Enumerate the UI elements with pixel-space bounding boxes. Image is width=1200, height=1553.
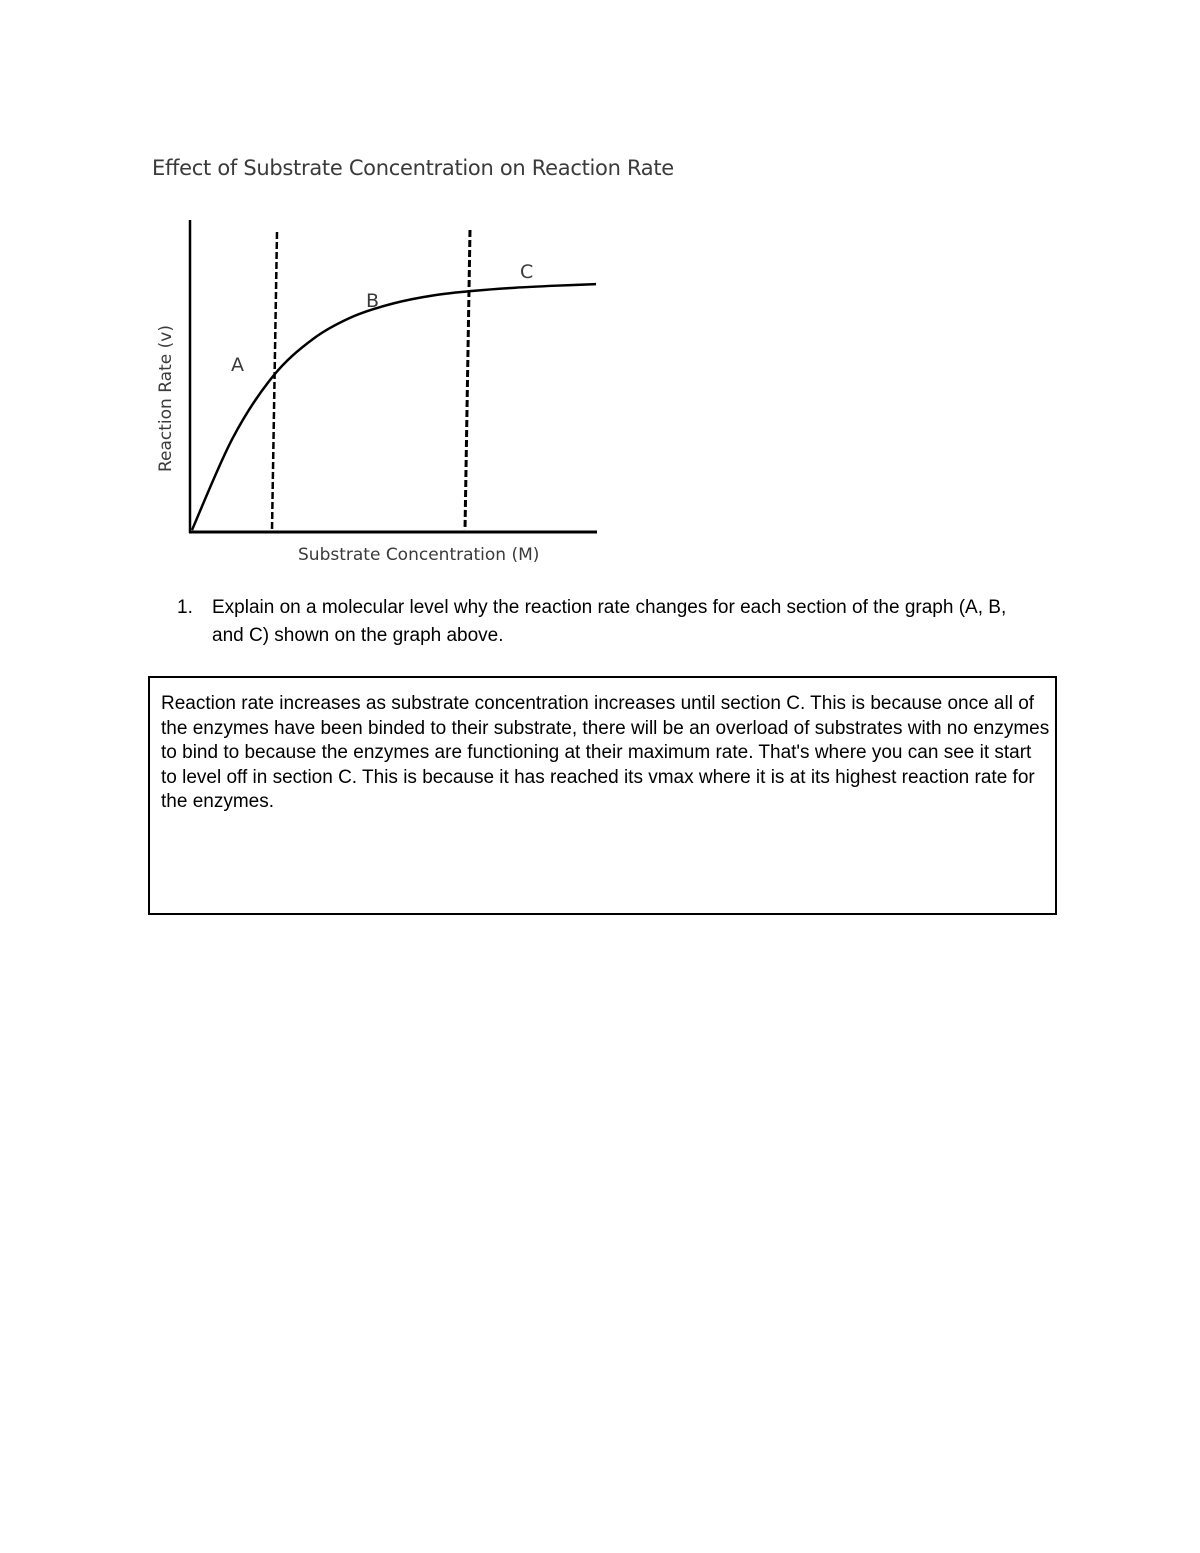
y-axis-label: Reaction Rate (v) [156, 325, 176, 472]
question-number: 1. [177, 597, 193, 618]
rate-curve [192, 284, 596, 530]
substrate-chart [0, 0, 1200, 580]
chart-title: Effect of Substrate Concentration on Reaction Rate [152, 156, 674, 180]
region-label-a: A [231, 354, 244, 376]
divider-a-b [272, 232, 277, 530]
region-label-b: B [366, 290, 380, 312]
question-1 [177, 594, 1037, 650]
answer-text: Reaction rate increases as substrate concentration increases until section C. This is because once all of the enzymes have been binded to their substrate, there will be an overload of substrates with no enzymes to bind to because the enzymes are functioning at their maximum rate. That's where you can see it start to level off in section C. This is because it has reached its vmax where it is at its highest reaction rate for the enzymes. [161, 693, 1050, 812]
question-text: Explain on a molecular level why the reaction rate changes for each section of the graph (A, B, and C) shown on the graph above. [212, 597, 1007, 646]
x-axis-label: Substrate Concentration (M) [298, 545, 540, 565]
answer-box[interactable] [148, 676, 1057, 915]
divider-b-c [465, 230, 470, 530]
region-label-c: C [520, 261, 534, 283]
